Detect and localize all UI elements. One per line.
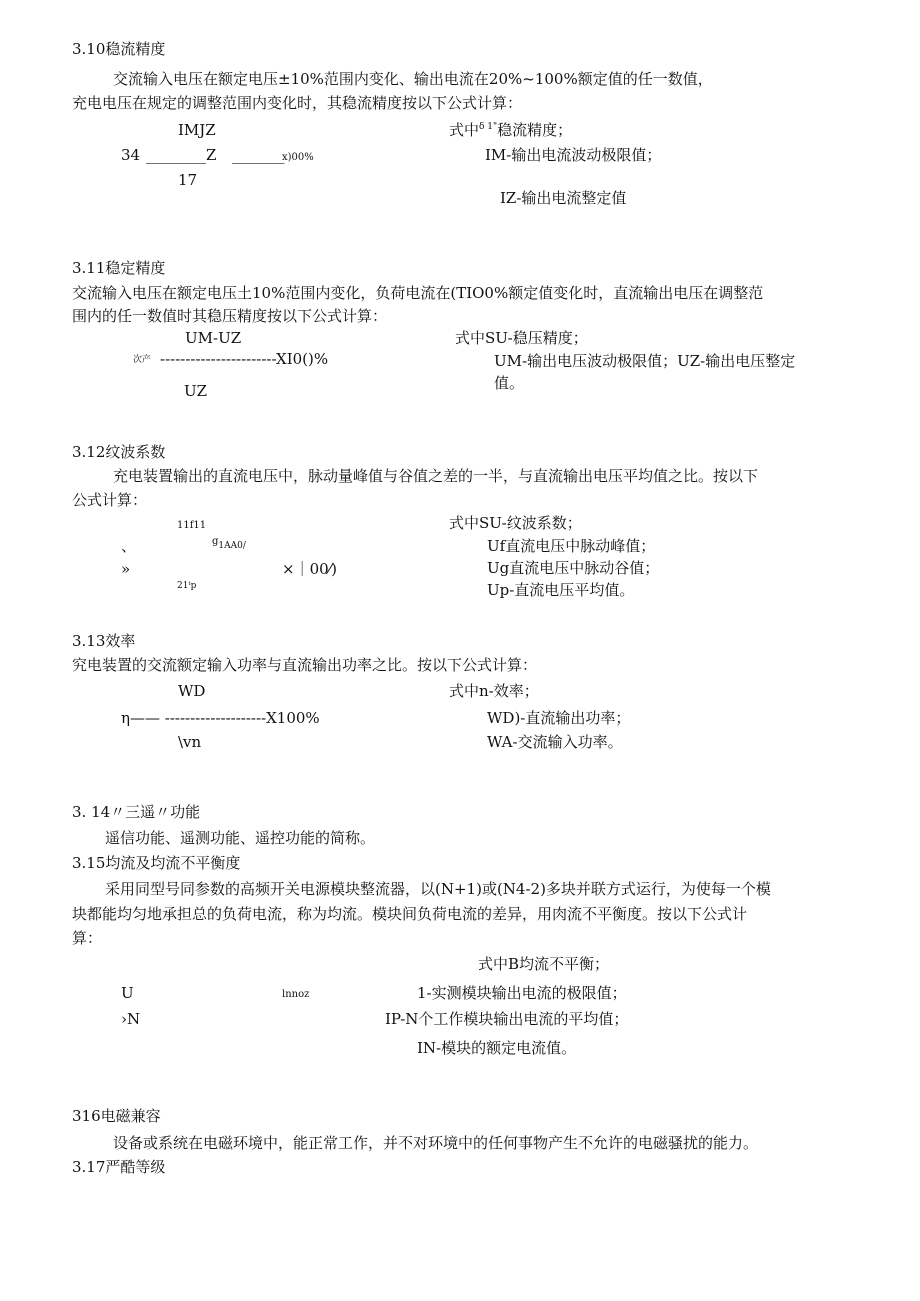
term-c-sup: g bbox=[212, 536, 219, 547]
section-3-10-paragraph-line-2: 充电电压在规定的调整范围内变化时，其稳流精度按以下公式计算： bbox=[72, 94, 523, 112]
section-3-15-definition-1: 1-实测模块输出电流的极限值； bbox=[417, 984, 627, 1002]
section-3-12-heading: 3.12纹波系数 bbox=[72, 443, 166, 461]
section-3-13-heading: 3.13效率 bbox=[72, 632, 136, 650]
formula-3-11-numerator: UM-UZ bbox=[185, 329, 242, 347]
formula-3-10-denominator: 17 bbox=[178, 171, 198, 189]
formula-3-12-term-d: » bbox=[121, 560, 131, 578]
section-3-12-paragraph-line-1: 充电装置输出的直流电压中，脉动量峰值与谷值之差的一半，与直流输出电压平均值之比。按以下 bbox=[113, 467, 759, 485]
section-3-13-paragraph-line-1: 究电装置的交流额定输入功率与直流输出功率之比。按以下公式计算： bbox=[72, 656, 538, 674]
section-3-13-definition-2: WA-交流输入功率。 bbox=[487, 733, 623, 751]
formula-3-15-u: U bbox=[121, 984, 134, 1002]
section-3-16-paragraph-line-1: 设备或系统在电磁环境中，能正常工作，并不对环境中的任何事物产生不允许的电磁骚扰的能力。 bbox=[113, 1134, 759, 1152]
formula-3-15-n: ›N bbox=[121, 1010, 141, 1028]
section-3-12-definition-0: 式中SU-纹波系数； bbox=[449, 514, 582, 532]
formula-3-12-term-c bbox=[212, 536, 246, 549]
formula-3-10-line-1: ________Z bbox=[146, 146, 217, 164]
section-3-13-definition-0: 式中n-效率； bbox=[449, 682, 539, 700]
formula-3-10-left: 34 bbox=[121, 146, 141, 164]
section-3-17-heading: 3.17严酷等级 bbox=[72, 1158, 166, 1176]
section-3-12-definition-1: Uf直流电压中脉动峰值； bbox=[487, 537, 656, 555]
section-3-15-definition-3: IN-模块的额定电流值。 bbox=[417, 1039, 577, 1057]
section-3-15-paragraph-line-3: 算： bbox=[72, 929, 103, 947]
formula-3-12-term-g: 21ᵗp bbox=[177, 581, 197, 591]
def-superscript: δ 1" bbox=[479, 122, 498, 132]
formula-3-13-denominator: \vn bbox=[178, 733, 202, 751]
section-3-11-paragraph-line-2: 围内的任一数值时其稳压精度按以下公式计算： bbox=[72, 307, 388, 325]
term-c-sub: 1AA0/ bbox=[218, 541, 246, 551]
formula-3-13-fraction-line: η—— --------------------X100% bbox=[121, 709, 320, 727]
section-3-13-definition-1: WD)-直流输出功率； bbox=[487, 709, 631, 727]
formula-3-13-numerator: WD bbox=[178, 682, 206, 700]
section-3-11-definition-2: 值。 bbox=[494, 374, 525, 392]
def-prefix: 式中 bbox=[449, 121, 480, 139]
section-3-12-paragraph-line-2: 公式计算： bbox=[72, 491, 148, 509]
formula-3-10-line-2: _______ bbox=[232, 146, 285, 164]
section-3-15-paragraph-line-1: 采用同型号同参数的高频开关电源模块整流器，以(N+1)或(N4-2)多块并联方式运行，为使每一个模 bbox=[105, 880, 771, 898]
section-3-15-definition-2: IP-N个工作模块输出电流的平均值； bbox=[385, 1010, 629, 1028]
section-3-11-heading: 3.11稳定精度 bbox=[72, 259, 166, 277]
formula-3-10-numerator: IMJZ bbox=[178, 121, 216, 139]
formula-3-11-denominator: UZ bbox=[184, 382, 208, 400]
section-3-15-paragraph-line-2: 块都能均匀地承担总的负荷电流，称为均流。模块间负荷电流的差异，用肉流不平衡度。按以下公式计 bbox=[72, 905, 748, 923]
section-3-11-paragraph-line-1: 交流输入电压在额定电压土10%范围内变化，负荷电流在(TIO0%额定值变化时，直流输出电压在调整范 bbox=[72, 284, 764, 302]
section-3-10-definition-2: IZ-输出电流整定值 bbox=[500, 189, 627, 207]
section-3-10-definition-0 bbox=[449, 121, 572, 140]
formula-3-11-fraction-line: -----------------------XI0()% bbox=[160, 350, 329, 368]
section-3-11-definition-1: UM-输出电压波动极限值；UZ-输出电压整定 bbox=[494, 352, 796, 370]
formula-3-12-term-a: 11f11 bbox=[177, 520, 207, 531]
section-3-12-definition-2: Ug直流电压中脉动谷值； bbox=[487, 559, 660, 577]
section-3-11-definition-0: 式中SU-稳压精度； bbox=[455, 329, 588, 347]
section-3-14-paragraph-line-1: 遥信功能、遥测功能、遥控功能的简称。 bbox=[105, 829, 376, 847]
formula-3-12-term-e: ×｜00⁄) bbox=[282, 560, 338, 578]
section-3-15-heading: 3.15均流及均流不平衡度 bbox=[72, 854, 241, 872]
section-3-16-heading: 316电磁兼容 bbox=[72, 1107, 161, 1125]
section-3-10-heading: 3.10稳流精度 bbox=[72, 40, 166, 58]
formula-3-15-lnnoz: lnnoz bbox=[282, 989, 310, 1000]
section-3-14-heading: 3. 14〃三遥〃功能 bbox=[72, 803, 201, 821]
section-3-10-paragraph-line-1: 交流输入电压在额定电压±10%范围内变化、输出电流在20%~100%额定值的任一数值， bbox=[113, 70, 713, 88]
section-3-10-definition-1: IM-输出电流波动极限值； bbox=[485, 146, 662, 164]
section-3-15-definition-0: 式中B均流不平衡； bbox=[478, 955, 610, 973]
section-3-12-definition-3: Up-直流电压平均值。 bbox=[487, 581, 635, 599]
formula-3-11-left: 次产 bbox=[133, 355, 152, 365]
def-suffix: 稳流精度； bbox=[497, 121, 573, 139]
formula-3-10-tail: x)00% bbox=[282, 152, 314, 163]
formula-3-12-term-b: 、 bbox=[121, 537, 137, 555]
